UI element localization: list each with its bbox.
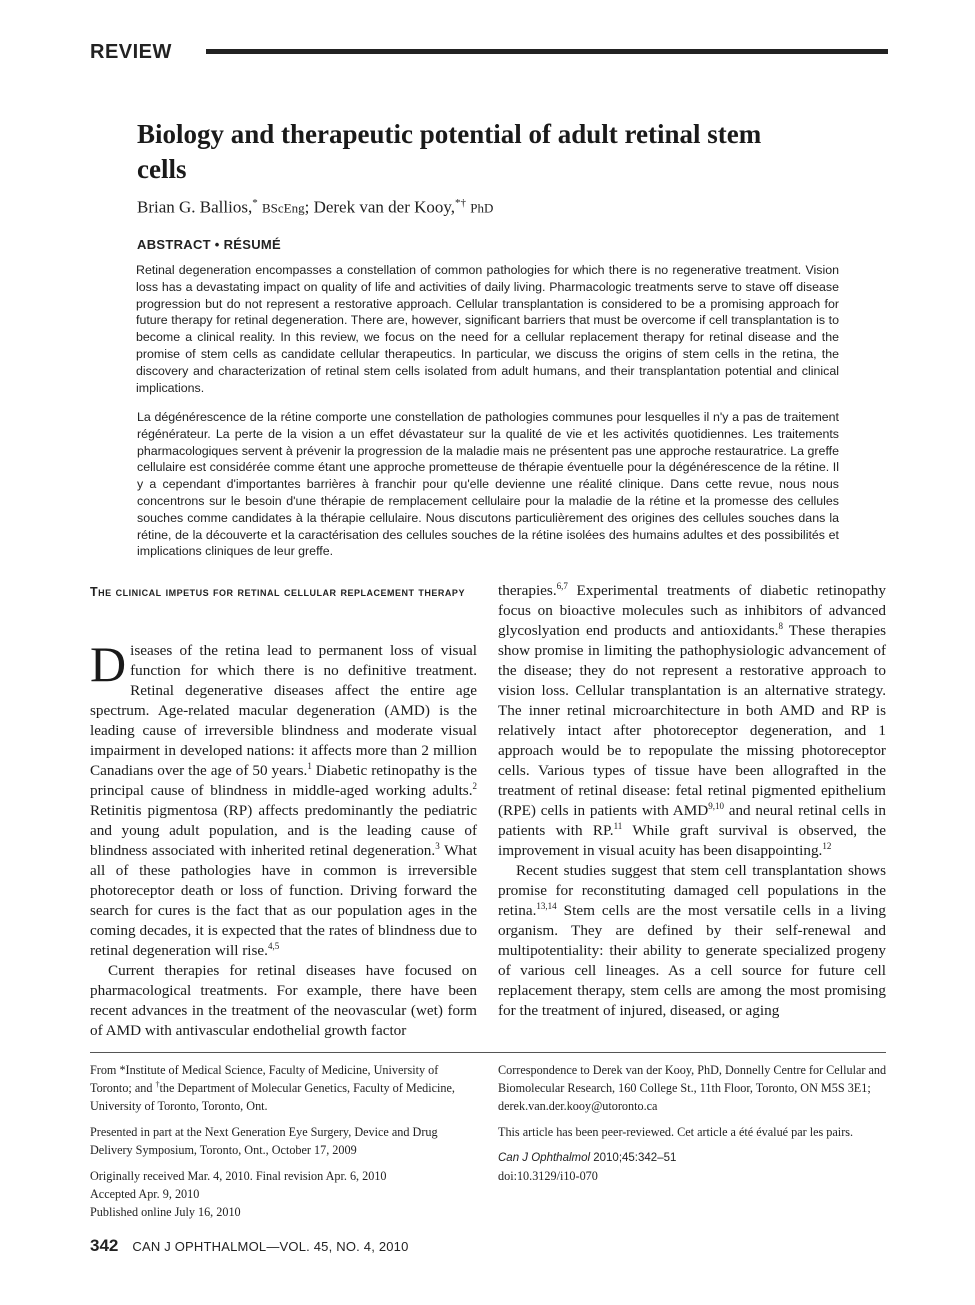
footnotes-left	[90, 1061, 480, 1221]
body-text: and neural retinal cells in patients with RP.	[498, 802, 886, 839]
body-text: These therapies show promise in limiting the pathophysiologic advancement of the disease; they do not represent a restorative approach to vision loss. Cellular transplantation is an alternative strategy. The inner retinal microarchitecture in both AMD and RP is relatively intact after photoreceptor degeneration, and 1 approach would be to repopulate the missing photoreceptor cells. Various types of tissue have been allografted in the treatment of retinal disease: fetal retinal pigmented epithelium (RPE) cells in patients with AMD	[498, 622, 886, 819]
abstract-heading: ABSTRACT • RÉSUMÉ	[137, 237, 281, 252]
presentation-note: Presented in part at the Next Generation Eye Surgery, Device and Drug Delivery Symposium, Toronto, Ont., October 17, 2009	[90, 1125, 438, 1157]
abstract-english: Retinal degeneration encompasses a constellation of common pathologies for which there is no regenerative treatment. Vision loss has a devastating impact on quality of life and activities of daily living. Pharmacologic treatments serve to stave off disease progression but do not represent a restorative approach. Cellular transplantation is considered to be a promising approach for future therapy for retinal degeneration. There are, however, significant barriers that must be overcome if cell transplantation is to become a clinical reality. In this review, we focus on the need for a cellular replacement therapy for retinal disease and the promise of stem cells as candidate cellular therapeutics. In particular, we discuss the origins of stem cells in the retina, the discovery and characterization of retinal stem cells isolated from adult humans, and their transplantation potential and clinical implications.	[136, 263, 839, 395]
author-2-degree: PhD	[470, 200, 494, 216]
section-tag: REVIEW	[90, 41, 172, 63]
reference-mark: 1	[307, 760, 312, 771]
affiliations	[90, 1061, 480, 1115]
body-paragraph	[90, 636, 477, 961]
footnotes-right	[498, 1061, 888, 1185]
published-date: Published online July 16, 2010	[90, 1205, 241, 1219]
body-text: iseases of the retina lead to permanent loss of visual function for which there is no definitive treatment. Retinal degenerative diseases affect the entire age spectrum. Age-related macular degeneration (AMD) is the leading cause of irreversible blindness and moderate visual impairment in developed nations: it affects more than 2 million Canadians over the age of 50 years.	[90, 642, 477, 779]
body-column-right	[498, 581, 886, 1021]
body-text: Recent studies suggest that stem cell transplantation shows promise for reconstituting damaged cell populations in the retina.	[498, 862, 886, 919]
body-paragraph	[498, 581, 886, 861]
date-history	[90, 1167, 480, 1221]
body-text: What all of these pathologies have in common is irreversible photoreceptor death or loss of function. Driving forward the search for cures is the fact that as our population ages in the coming decades, it is expected that the rates of blindness due to retinal degeneration will rise.	[90, 842, 477, 959]
author-2-affiliation-mark: *†	[455, 197, 467, 209]
affiliation-mark: †	[155, 1079, 160, 1089]
author-list	[137, 197, 493, 218]
reference-mark: 13,14	[536, 900, 557, 911]
citation-journal: Can J Ophthalmol	[498, 1152, 591, 1164]
citation	[498, 1149, 888, 1167]
peer-review-note: This article has been peer-reviewed. Cet article a été évalué par les pairs.	[498, 1125, 854, 1139]
article-title: Biology and therapeutic potential of adult retinal stem cells	[137, 119, 762, 184]
citation-volume: 2010;45:342–51	[590, 1152, 677, 1164]
abstract-french: La dégénérescence de la rétine comporte une constellation de pathologies communes pour lesquelles il n'y a pas de traitement régénérateur. La perte de la vision a un effet dévastateur sur la qualité de vie et les activités quotidiennes. Les traitements pharmacologiques servent à prévenir la progression de la maladie mais ne présentent pas une approche restauratrice. La greffe cellulaire est considérée comme étant une approche prometteuse de thérapie éventuelle pour la dégénérescence de la rétine. Il y a cependant d'importantes barrières à franchir pour qu'elle devienne une réalité clinique. Dans cette revue, nous nous concentrons sur le besoin d'une thérapie de remplacement cellulaire pour la maladie de la rétine et la promesse des cellules souches comme candidates à la thérapie cellulaire. Nous discutons particulièrement des origines des cellules souches dans la rétine, de la découverte et la caractérisation des cellules souches de la rétine isolées des humains adultes et des possibilités et implications cliniques de leur greffe.	[137, 410, 839, 559]
author-separator: ;	[304, 197, 310, 217]
body-text: therapies.	[498, 582, 557, 599]
reference-mark: 8	[778, 620, 783, 631]
page-number: 342	[90, 1236, 119, 1255]
reference-mark: 6,7	[556, 580, 568, 591]
body-paragraph: Current therapies for retinal diseases have focused on pharmacological treatments. For example, there have been recent advances in the treatment of the neovascular (wet) form of AMD with antivascular endothelial growth factor	[90, 962, 477, 1039]
body-text: While graft survival is observed, the improvement in visual acuity has been disappointing.	[498, 822, 886, 859]
reference-mark: 3	[435, 840, 440, 851]
doi: doi:10.3129/i10-070	[498, 1169, 598, 1183]
affiliation-text: From *Institute of Medical Science, Faculty of Medicine, University of Toronto; and	[90, 1063, 439, 1095]
affiliation-text: the Department of Molecular Genetics, Faculty of Medicine, University of Toronto, Toronto, Ont.	[90, 1081, 455, 1113]
body-text: Retinitis pigmentosa (RP) affects predominantly the pediatric and young adult population, and is the leading cause of blindness associated with inherited retinal degeneration.	[90, 802, 477, 859]
reference-mark: 9,10	[708, 800, 724, 811]
correspondence: Correspondence to Derek van der Kooy, PhD, Donnelly Centre for Cellular and Biomolecular Research, 160 College St., 11th Floor, Toronto, ON M5S 3E1; derek.van.der.kooy@utoronto.ca	[498, 1063, 887, 1113]
header-rule	[206, 49, 888, 54]
drop-cap: D	[90, 636, 127, 692]
body-column-left	[90, 636, 477, 1041]
page-header	[90, 38, 888, 68]
section-heading: The clinical impetus for retinal cellular replacement therapy	[90, 585, 465, 599]
accepted-date: Accepted Apr. 9, 2010	[90, 1187, 200, 1201]
journal-running-footer: CAN J OPHTHALMOL—VOL. 45, NO. 4, 2010	[132, 1239, 409, 1254]
author-1-degree: BScEng	[261, 200, 305, 216]
author-2-name: Derek van der Kooy,	[313, 197, 456, 217]
body-text: Diabetic retinopathy is the principal cause of blindness in middle-aged working adults.	[90, 762, 477, 799]
author-1-affiliation-mark: *	[252, 197, 258, 209]
page-footer	[90, 1236, 409, 1256]
received-date: Originally received Mar. 4, 2010. Final revision Apr. 6, 2010	[90, 1169, 387, 1183]
author-1-name: Brian G. Ballios,	[137, 197, 253, 217]
reference-mark: 4,5	[267, 940, 280, 951]
reference-mark: 12	[822, 840, 832, 851]
body-text: Stem cells are the most versatile cells in a living organism. They are defined by their self-renewal and multipotentiality: their ability to generate specialized progeny of various cell lineages. As a cell source for future cell replacement therapy, stem cells are among the most promising for the treatment of injured, diseased, or aging	[498, 902, 886, 1019]
reference-mark: 11	[613, 820, 623, 831]
body-text: Experimental treatments of diabetic retinopathy focus on bioactive molecules such as inhibitors of advanced glycoslyation end products and antioxidants.	[498, 582, 886, 639]
footnote-divider	[90, 1052, 886, 1053]
reference-mark: 2	[472, 780, 477, 791]
body-paragraph	[498, 861, 886, 1021]
